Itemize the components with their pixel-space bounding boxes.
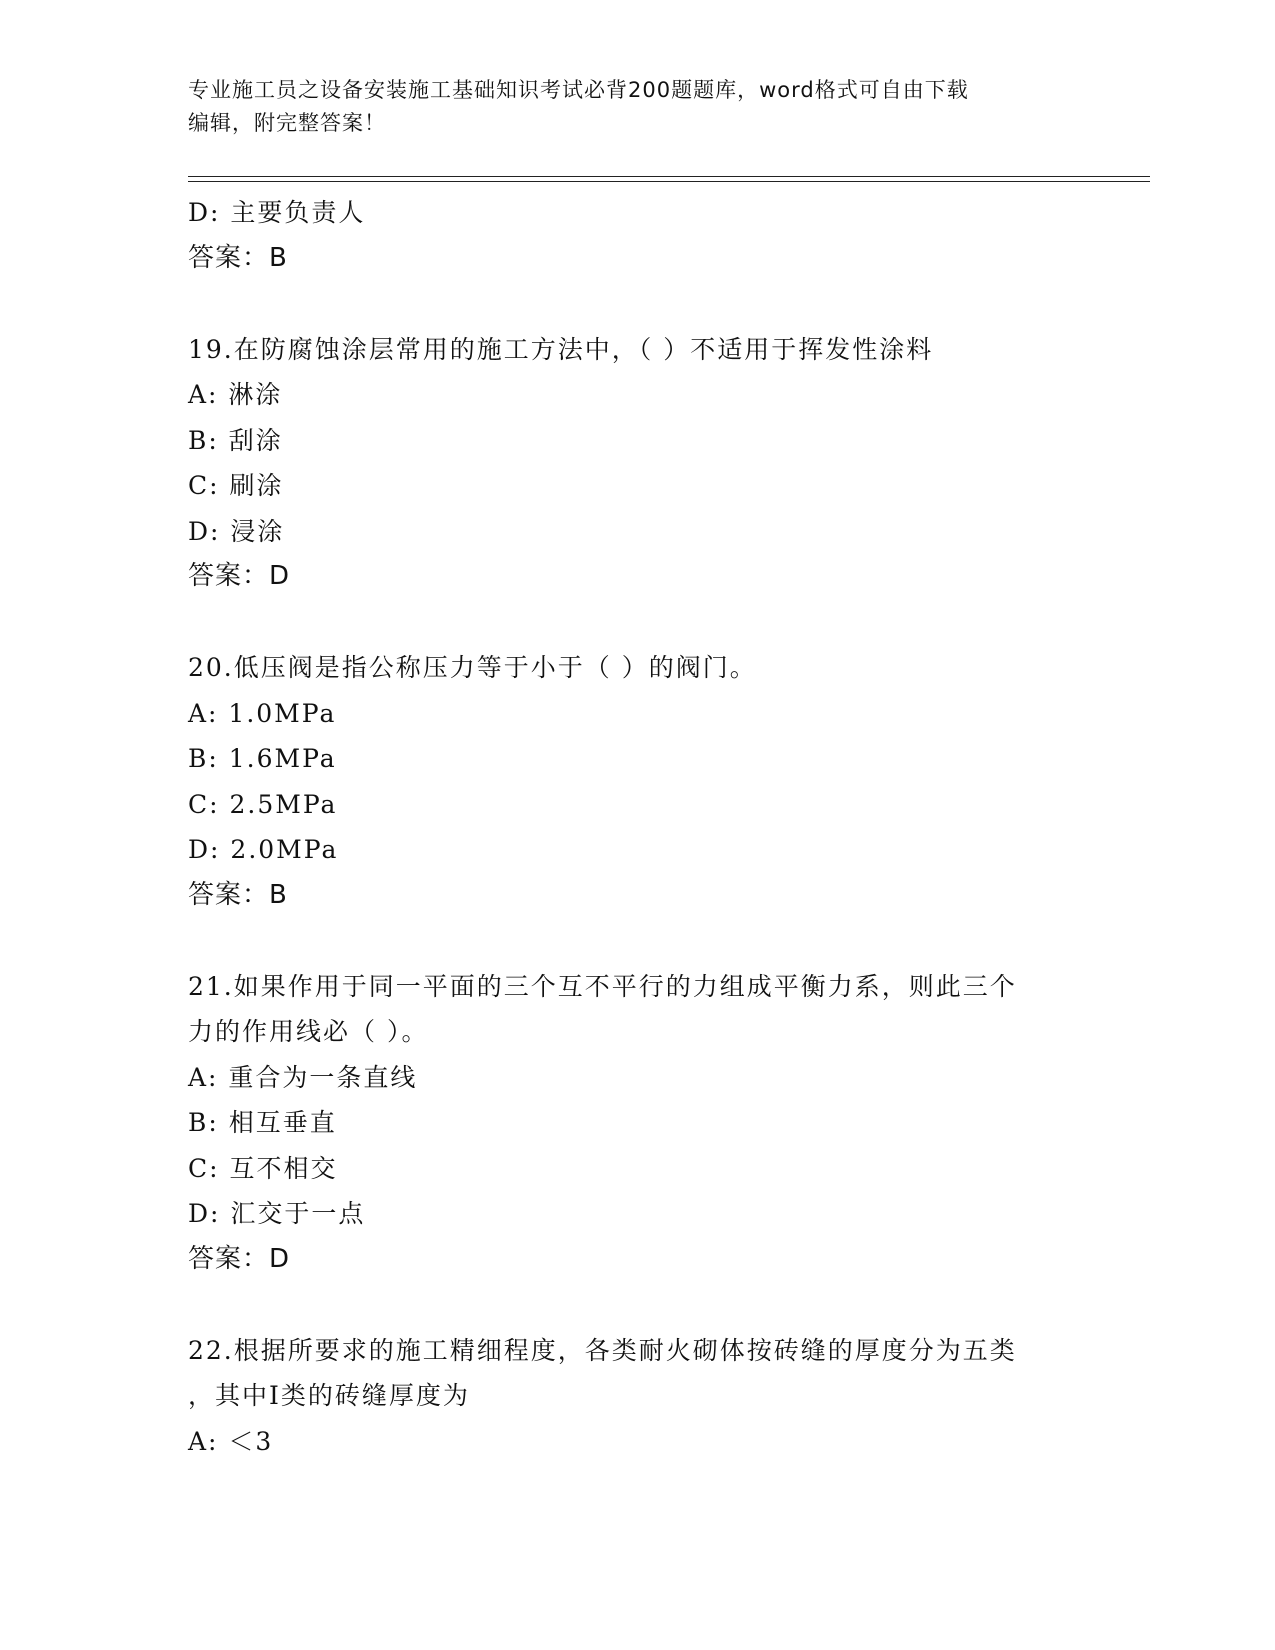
question-block <box>188 190 1088 281</box>
question-block <box>188 645 1088 918</box>
question-block <box>188 1328 1088 1465</box>
option-line: B: 刮涂 <box>188 425 283 455</box>
header-title-line1: 专业施工员之设备安装施工基础知识考试必背200题题库，word格式可自由下载 <box>188 78 969 102</box>
option-line: A: ＜3 <box>188 1426 274 1456</box>
header-divider-bottom <box>188 181 1150 182</box>
header-title-line2: 编辑，附完整答案！ <box>188 111 386 135</box>
question-block <box>188 964 1088 1283</box>
question-stem: 21.如果作用于同一平面的三个互不平行的力组成平衡力系，则此三个 <box>188 971 1017 1001</box>
option-line: A: 重合为一条直线 <box>188 1062 418 1092</box>
option-line: D: 汇交于一点 <box>188 1199 366 1228</box>
answer-line: 答案：D <box>188 1243 291 1274</box>
answer-line: 答案：D <box>188 561 291 591</box>
option-line: D: 主要负责人 <box>188 198 366 227</box>
question-stem-continued: 力的作用线必（ ）。 <box>188 1017 429 1046</box>
question-block <box>188 327 1088 600</box>
question-list <box>188 190 1088 1464</box>
option-line: B: 相互垂直 <box>188 1108 337 1137</box>
option-line: A: 淋涂 <box>188 380 283 409</box>
option-line: D: 浸涂 <box>188 516 285 546</box>
question-stem: 22.根据所要求的施工精细程度，各类耐火砌体按砖缝的厚度分为五类 <box>188 1335 1017 1365</box>
option-line: C: 2.5MPa <box>188 789 338 819</box>
option-line: B: 1.6MPa <box>188 744 337 773</box>
question-stem: 20.低压阀是指公称压力等于小于（ ）的阀门。 <box>188 653 757 682</box>
document-header <box>188 74 1088 140</box>
question-stem-continued: ，其中Ⅰ类的砖缝厚度为 <box>188 1381 470 1410</box>
question-stem: 19.在防腐蚀涂层常用的施工方法中，（ ）不适用于挥发性涂料 <box>188 334 934 364</box>
option-line: D: 2.0MPa <box>188 835 339 864</box>
answer-line: 答案：B <box>188 242 288 273</box>
option-line: C: 互不相交 <box>188 1153 338 1183</box>
answer-line: 答案：B <box>188 879 288 910</box>
option-line: C: 刷涂 <box>188 471 284 500</box>
header-divider-top <box>188 176 1150 177</box>
option-line: A: 1.0MPa <box>188 698 337 728</box>
